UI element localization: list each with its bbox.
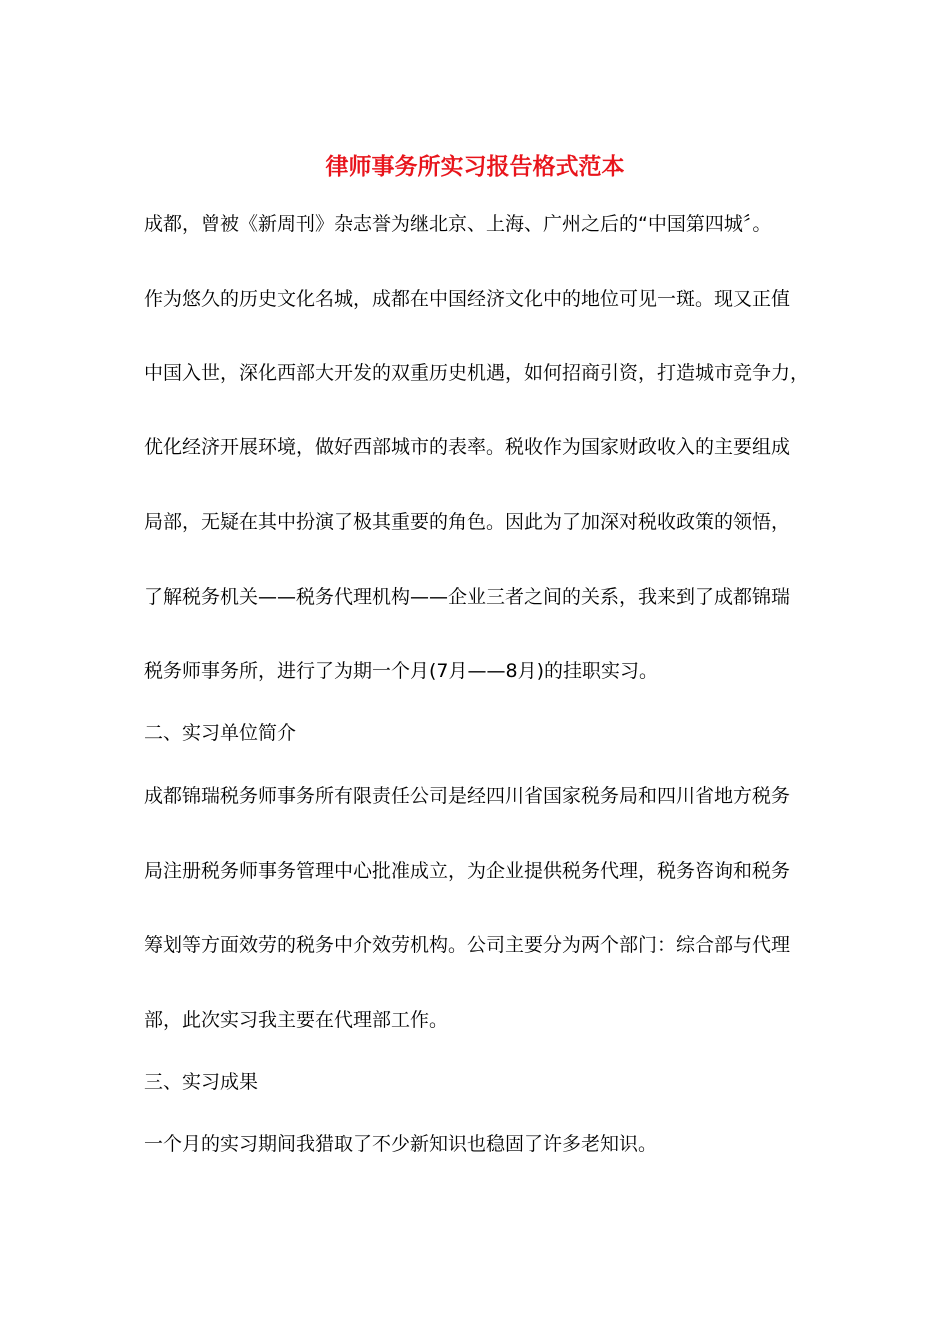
paragraph-line: 部，此次实习我主要在代理部工作。 <box>144 1009 449 1031</box>
paragraph-line: 成都锦瑞税务师事务所有限责任公司是经四川省国家税务局和四川省地方税务 <box>144 785 791 807</box>
paragraph-line: 税务师事务所，进行了为期一个月(7月——8月)的挂职实习。 <box>144 660 659 682</box>
paragraph-line: 优化经济开展环境，做好西部城市的表率。税收作为国家财政收入的主要组成 <box>144 436 791 458</box>
paragraph-line: 了解税务机关——税务代理机构——企业三者之间的关系，我来到了成都锦瑞 <box>144 586 791 608</box>
section-heading: 二、实习单位简介 <box>144 722 297 744</box>
paragraph-line: 成都，曾被《新周刊》杂志誉为继北京、上海、广州之后的“中国第四城〞。 <box>144 213 772 235</box>
paragraph-line: 作为悠久的历史文化名城，成都在中国经济文化中的地位可见一斑。现又正值 <box>144 288 791 310</box>
paragraph-line: 筹划等方面效劳的税务中介效劳机构。公司主要分为两个部门：综合部与代理 <box>144 934 791 956</box>
paragraph-line: 中国入世，深化西部大开发的双重历史机遇，如何招商引资，打造城市竞争力， <box>144 362 810 384</box>
paragraph-line: 局注册税务师事务管理中心批准成立，为企业提供税务代理，税务咨询和税务 <box>144 860 791 882</box>
document-title: 律师事务所实习报告格式范本 <box>325 153 625 180</box>
paragraph-line: 局部，无疑在其中扮演了极其重要的角色。因此为了加深对税收政策的领悟， <box>144 511 791 533</box>
paragraph-line: 一个月的实习期间我猎取了不少新知识也稳固了许多老知识。 <box>144 1133 658 1155</box>
section-heading: 三、实习成果 <box>144 1071 259 1093</box>
